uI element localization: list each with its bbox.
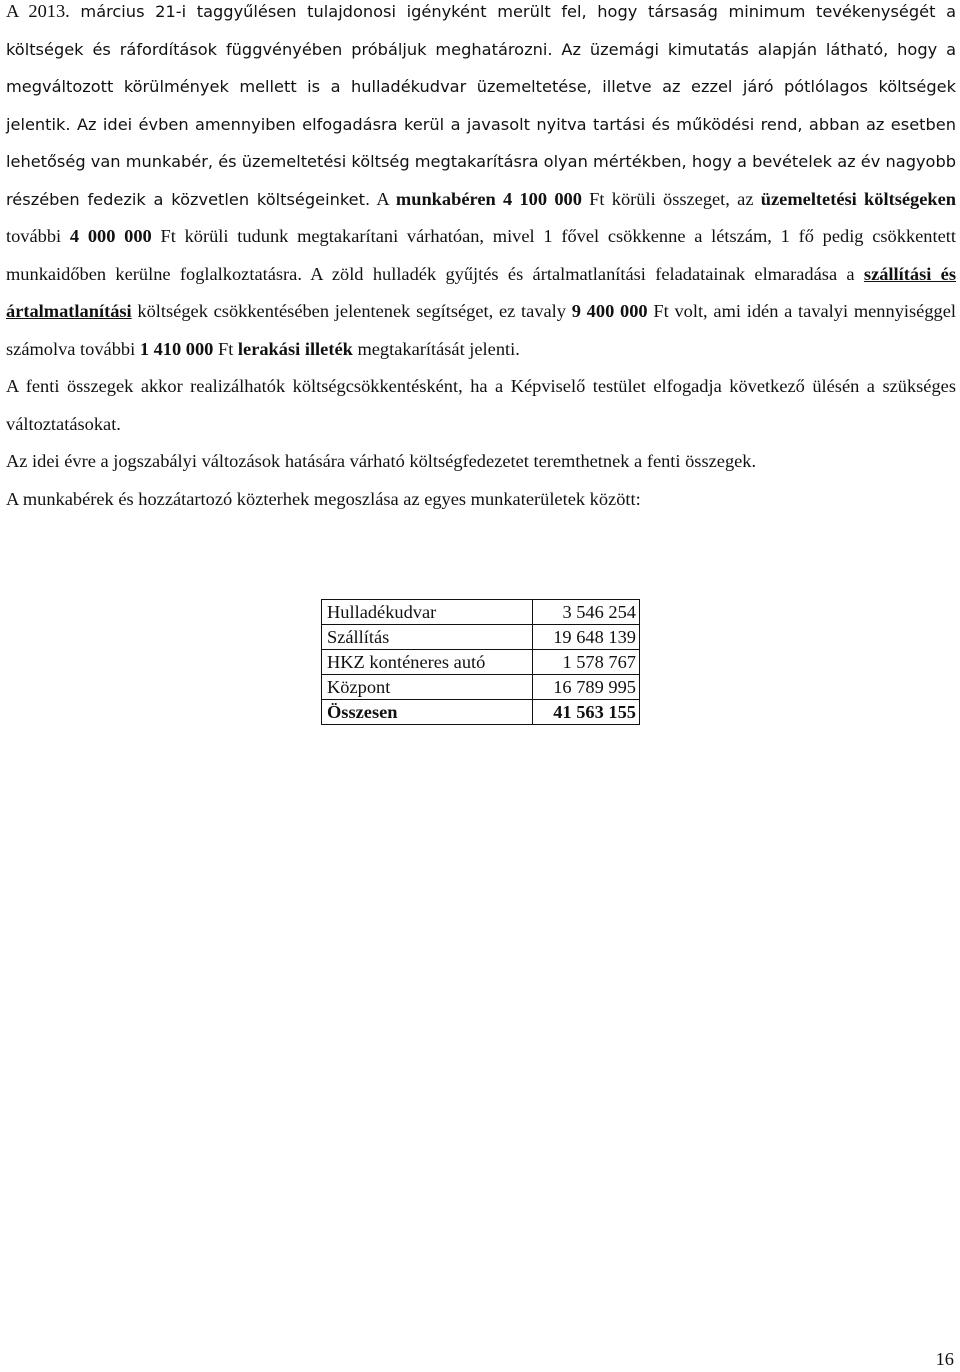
bold-text: üzemeltetési költségeken — [760, 188, 956, 209]
table-cell-value: 16 789 995 — [533, 675, 640, 700]
table-cell-value: 1 578 767 — [533, 650, 640, 675]
table-cell-name: Központ — [322, 675, 533, 700]
text-run: március 21-i taggyűlésen tulajdonosi igényként merült fel, hogy társaság minimum tevékenységét a költségek és ráfordítások függvényében próbáljuk meghatározni. Az üzemági kimutatás alapján látható, hogy a megváltozott körülmények mellett is a hulladékudvar üzemeltetése, illetve az ezzel járó pótlólagos költségek jelentik. — [6, 2, 956, 134]
table-total-row — [322, 700, 640, 725]
table-cell-value: 41 563 155 — [533, 700, 640, 725]
table-cell-name: Összesen — [322, 700, 533, 725]
text-run: A — [370, 188, 396, 209]
bold-text: 9 400 000 — [571, 301, 648, 321]
page-number: 16 — [935, 1349, 954, 1369]
text-run: Ft körüli összeget, az — [581, 188, 761, 209]
text-run: további — [6, 226, 70, 246]
table-cell-value: 19 648 139 — [533, 625, 640, 650]
text-run: költségek csökkentésében jelentenek segítséget, ez tavaly — [131, 301, 572, 321]
cost-table-wrapper — [321, 599, 640, 725]
bold-text: 4 000 000 — [69, 226, 152, 246]
paragraph-4: A munkabérek és hozzátartozó közterhek megoszlása az egyes munkaterületek között: — [6, 488, 641, 509]
table-row — [322, 600, 640, 625]
text-run: A 2013. — [6, 1, 70, 21]
text-run: A zöld hulladék gyűjtés és ártalmatlanítási feladatainak elmaradása a — [301, 263, 864, 284]
table-cell-name: Hulladékudvar — [322, 600, 533, 625]
table-cell-name: HKZ konténeres autó — [322, 650, 533, 675]
bold-text: lerakási illeték — [237, 338, 353, 359]
bold-text: munkabéren 4 100 000 — [395, 188, 582, 209]
bold-text: 1 410 000 — [139, 338, 214, 359]
paragraph-1 — [6, 0, 956, 368]
text-run: Ft körüli tudunk megtakarítani várhatóan, mivel 1 fővel csökkenne a létszám, 1 fő pedig csökkentett munkaidőben kerülne foglalkoztatásra. — [6, 226, 956, 284]
paragraph-3: Az idei évre a jogszabályi változások hatására várható költségfedezetet teremthetnek a fenti összegek. — [6, 451, 757, 471]
text-run: Az idei évben amennyiben elfogadásra kerül a javasolt nyitva tartási és működési rend, abban az esetben lehetőség van munkabér, és üzemeltetési költség megtakarításra olyan mértékben, hogy a bevételek az év nagyobb részében fedezik a közvetlen költségeinket. — [6, 114, 956, 209]
table-cell-name: Szállítás — [322, 625, 533, 650]
cost-table — [321, 599, 640, 725]
text-run: megtakarítását jelenti. — [352, 338, 520, 359]
table-row — [322, 675, 640, 700]
table-row — [322, 650, 640, 675]
paragraph-2: A fenti összegek akkor realizálhatók költségcsökkentésként, ha a Képviselő testület elfogadja következő ülésén a szükséges változtatásokat. — [6, 376, 956, 434]
text-run: Ft volt, ami idén a tavalyi mennyiséggel számolva további — [6, 301, 956, 359]
table-cell-value: 3 546 254 — [533, 600, 640, 625]
text-run: Ft — [213, 338, 238, 359]
table-row — [322, 625, 640, 650]
underlined-bold-text: szállítási és ártalmatlanítási — [6, 263, 956, 321]
document-page — [6, 0, 956, 518]
